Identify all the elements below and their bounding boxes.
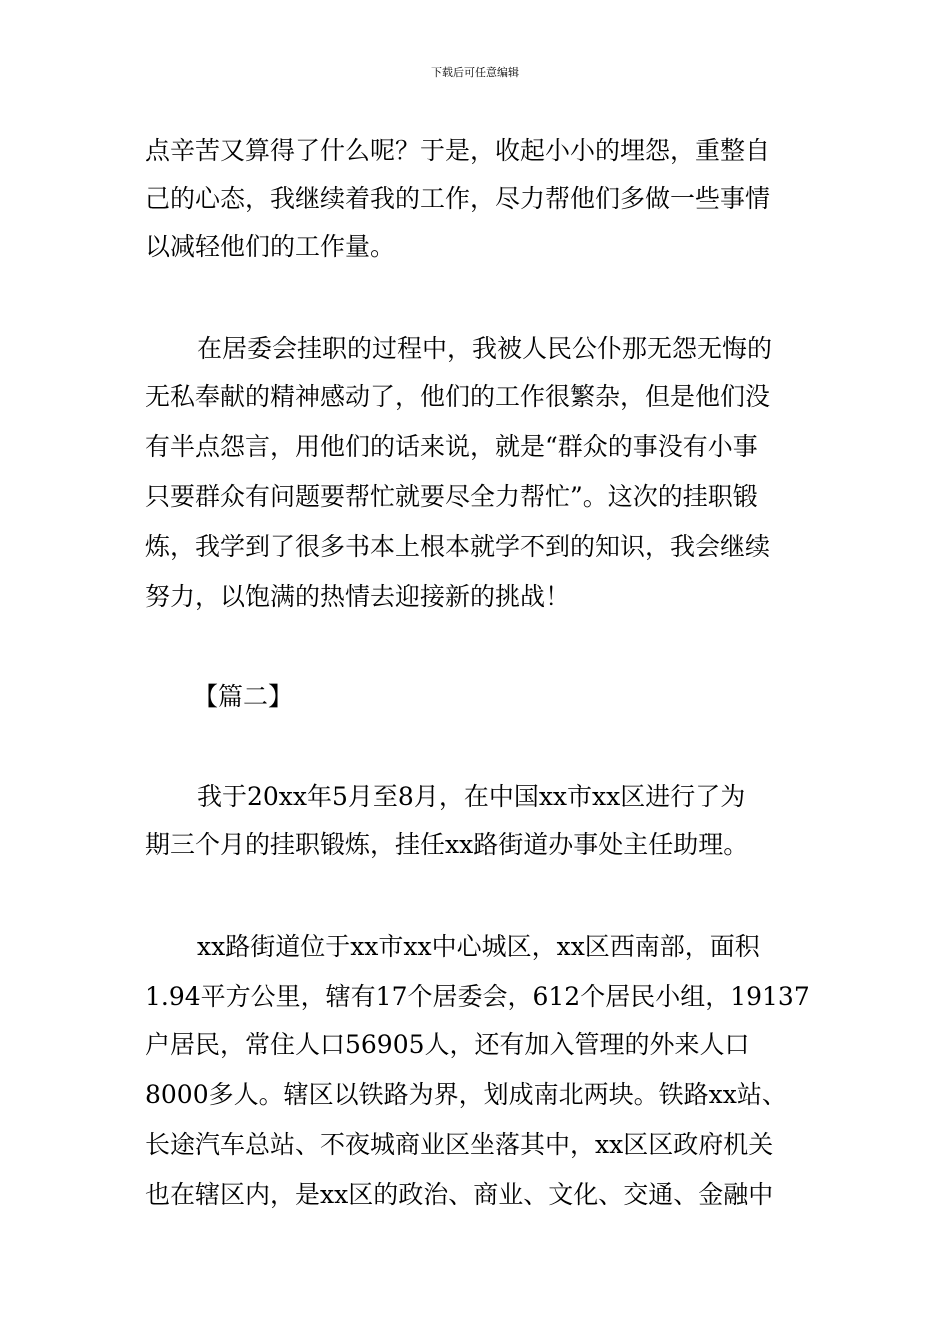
paragraph-line: 无私奉献的精神感动了，他们的工作很繁杂，但是他们没 — [145, 382, 771, 411]
paragraph-line: 也在辖区内，是xx区的政治、商业、文化、交通、金融中 — [145, 1180, 774, 1209]
paragraph-line: 我于20xx年5月至8月，在中国xx市xx区进行了为 — [197, 782, 746, 811]
paragraph-line: 8000多人。辖区以铁路为界，划成南北两块。铁路xx站、 — [145, 1080, 787, 1109]
page-header: 下载后可任意编辑 — [431, 66, 519, 79]
paragraph-line: 点辛苦又算得了什么呢？于是，收起小小的埋怨，重整自 — [145, 136, 771, 165]
paragraph-line: 以减轻他们的工作量。 — [145, 232, 396, 261]
paragraph-line: 1.94平方公里，辖有17个居委会，612个居民小组，19137 — [145, 982, 810, 1011]
paragraph-line: 长途汽车总站、不夜城商业区坐落其中，xx区区政府机关 — [145, 1130, 774, 1159]
paragraph-line: 在居委会挂职的过程中，我被人民公仆那无怨无悔的 — [197, 334, 773, 363]
paragraph-line: xx路街道位于xx市xx中心城区，xx区西南部，面积 — [197, 932, 760, 961]
paragraph-line: 己的心态，我继续着我的工作，尽力帮他们多做一些事情 — [145, 184, 771, 213]
paragraph-line: 户居民，常住人口56905人，还有加入管理的外来人口 — [145, 1030, 750, 1059]
section-heading: 【篇二】 — [193, 682, 294, 711]
paragraph-line: 只要群众有问题要帮忙就要尽全力帮忙”。这次的挂职锻 — [145, 482, 758, 511]
paragraph-line: 努力，以饱满的热情去迎接新的挑战！ — [145, 582, 571, 611]
paragraph-line: 期三个月的挂职锻炼，挂任xx路街道办事处主任助理。 — [145, 830, 749, 859]
paragraph-line: 有半点怨言，用他们的话来说，就是“群众的事没有小事 — [145, 432, 758, 461]
paragraph-line: 炼，我学到了很多书本上根本就学不到的知识，我会继续 — [145, 532, 771, 561]
